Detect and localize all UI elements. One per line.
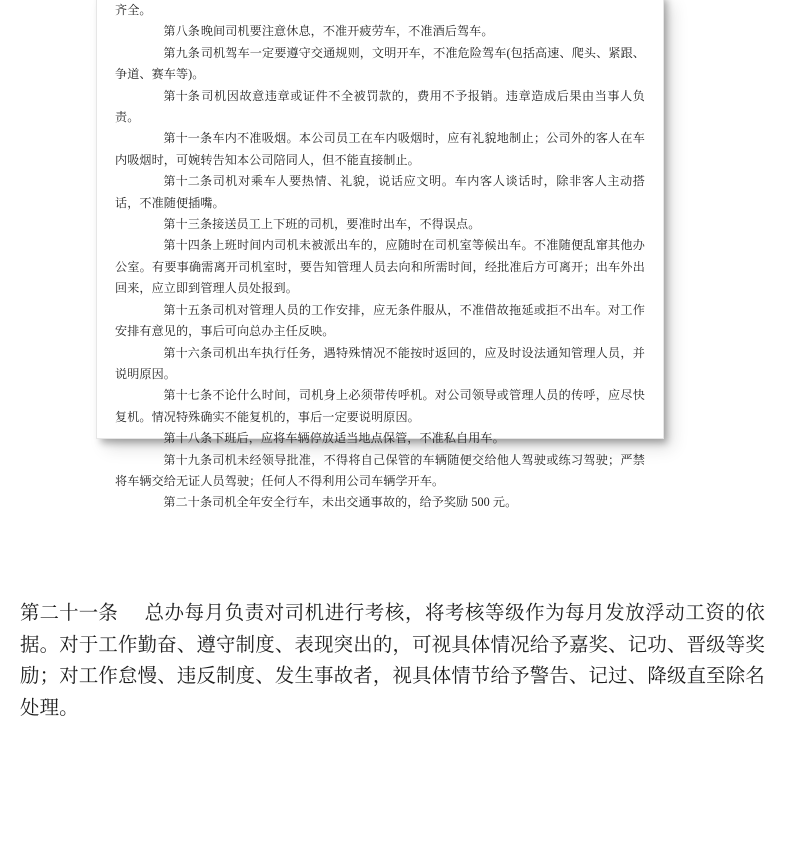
scanned-page-text xyxy=(115,0,645,514)
article-20 xyxy=(115,492,645,513)
article-9-number: 第九条 xyxy=(163,45,200,60)
article-16 xyxy=(115,343,645,386)
article-14-text: 上班时间内司机未被派出车的，应随时在司机室等候出车。不准随便乱窜其他办公室。有要事确需离开司机室时，要告知管理人员去向和所需时间，经批准后方可离开；出车外出回来，应立即到管理人员处报到。 xyxy=(115,238,645,296)
article-21-text: 总办每月负责对司机进行考核，将考核等级作为每月发放浮动工资的依据。对于工作勤奋、遵守制度、表现突出的，可视具体情况给予嘉奖、记功、晋级等奖励；对工作怠慢、违反制度、发生事故者，视具体情节给予警告、记过、降级直至除名处理。 xyxy=(20,603,765,719)
article-10-text: 司机因故意违章或证件不全被罚款的，费用不予报销。违章造成后果由当事人负责。 xyxy=(115,88,645,125)
article-11-number: 第十一条 xyxy=(163,131,213,146)
article-18 xyxy=(115,428,645,449)
article-16-number: 第十六条 xyxy=(163,345,213,360)
article-17-text: 不论什么时间，司机身上必须带传呼机。对公司领导或管理人员的传呼，应尽快复机。情况特殊确实不能复机的，事后一定要说明原因。 xyxy=(115,388,645,424)
article-15-text: 司机对管理人员的工作安排，应无条件服从，不准借故拖延或拒不出车。对工作安排有意见的，事后可向总办主任反映。 xyxy=(115,302,645,339)
article-15-number: 第十五条 xyxy=(163,302,213,317)
article-17 xyxy=(115,385,645,428)
article-19-text: 司机未经领导批准，不得将自己保管的车辆随便交给他人驾驶或练习驾驶；严禁将车辆交给无证人员驾驶；任何人不得利用公司车辆学开车。 xyxy=(115,452,645,488)
article-20-number: 第二十条 xyxy=(163,495,213,510)
article-17-number: 第十七条 xyxy=(163,388,213,403)
article-13 xyxy=(115,214,645,235)
article-10 xyxy=(115,86,645,129)
article-8-text: 晚间司机要注意休息，不准开疲劳车，不准酒后驾车。 xyxy=(200,24,494,39)
article-14-number: 第十四条 xyxy=(163,238,213,253)
article-18-number: 第十八条 xyxy=(163,431,213,446)
continued-line: 齐全。 xyxy=(115,3,152,17)
article-13-text: 接送员工上下班的司机，要准时出车，不得误点。 xyxy=(212,217,481,232)
article-11-text: 车内不准吸烟。本公司员工在车内吸烟时，应有礼貌地制止；公司外的客人在车内吸烟时，可婉转告知本公司陪同人，但不能直接制止。 xyxy=(115,131,645,167)
article-12-text: 司机对乘车人要热情、礼貌，说话应文明。车内客人谈话时，除非客人主动搭话，不准随便插嘴。 xyxy=(115,174,645,210)
article-13-number: 第十三条 xyxy=(163,217,213,232)
scanned-page-card xyxy=(97,0,663,510)
article-9-text: 司机驾车一定要遵守交通规则，文明开车，不准危险驾车(包括高速、爬头、紧跟、争道、赛车等)。 xyxy=(115,45,645,82)
article-8 xyxy=(115,21,645,42)
article-12-number: 第十二条 xyxy=(163,174,213,189)
article-9 xyxy=(115,43,645,86)
article-8-number: 第八条 xyxy=(163,24,200,39)
article-19-number: 第十九条 xyxy=(163,452,213,467)
article-14 xyxy=(115,235,645,299)
article-21-number: 第二十一条 xyxy=(20,603,118,624)
article-21 xyxy=(20,598,765,724)
tail-section xyxy=(20,598,765,724)
article-12 xyxy=(115,171,645,214)
article-16-text: 司机出车执行任务，遇特殊情况不能按时返回的，应及时设法通知管理人员，并说明原因。 xyxy=(115,345,645,381)
article-20-text: 司机全年安全行车，未出交通事故的，给予奖励 500 元。 xyxy=(212,495,518,510)
article-11 xyxy=(115,128,645,171)
article-18-text: 下班后，应将车辆停放适当地点保管，不准私自用车。 xyxy=(212,431,505,446)
article-10-number: 第十条 xyxy=(163,88,200,103)
article-15 xyxy=(115,300,645,343)
article-19 xyxy=(115,450,645,493)
